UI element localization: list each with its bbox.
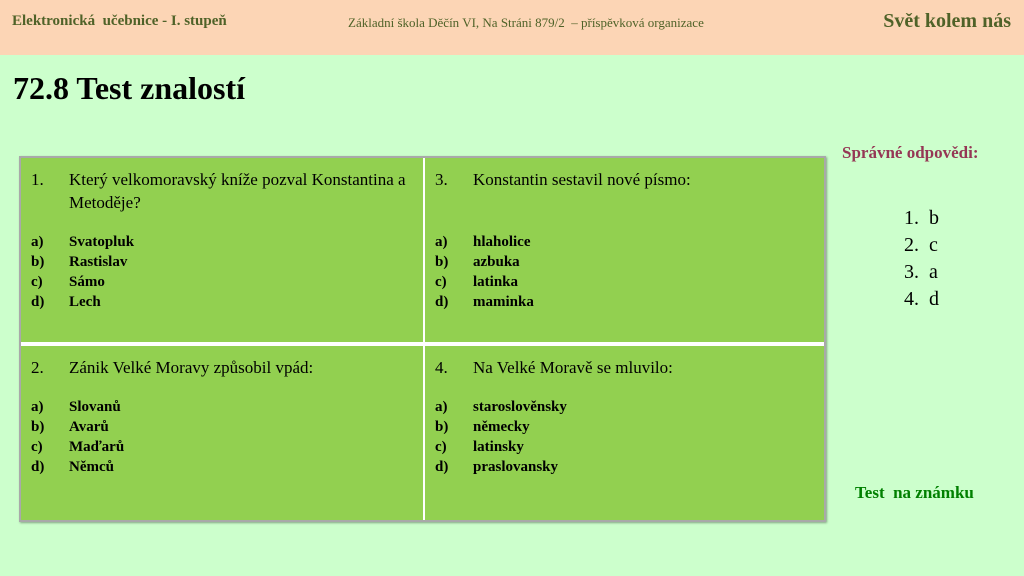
question-cell-2 [21, 346, 423, 520]
header-bar [0, 0, 1024, 55]
answer-letter: b) [31, 254, 45, 270]
table-divider-vertical [423, 158, 425, 520]
answer-letter: c) [31, 274, 43, 290]
answer-list [435, 232, 814, 312]
question-4 [435, 356, 814, 379]
answer-text: Lech [69, 294, 101, 310]
answer-letter: a) [31, 234, 44, 250]
answer-text: Maďarů [69, 439, 125, 455]
answer-text: Svatopluk [69, 234, 135, 250]
correct-answer-value: d [929, 288, 939, 310]
question-number: 4. [435, 358, 448, 377]
answer-text: azbuka [473, 254, 520, 270]
answer-text: Rastislav [69, 254, 128, 270]
question-1 [31, 168, 413, 214]
quiz-table [19, 156, 826, 522]
answer-text: latinka [473, 274, 519, 290]
correct-answer-item [904, 232, 939, 259]
page-title: 72.8 Test znalostí [13, 70, 246, 106]
table-divider-horizontal [21, 342, 824, 346]
answer-list [31, 397, 413, 477]
answer-option[interactable] [31, 457, 413, 477]
correct-answer-item [904, 286, 939, 313]
answer-text: hlaholice [473, 234, 531, 250]
question-number: 1. [31, 170, 44, 189]
answer-text: Avarů [69, 419, 109, 435]
correct-answer-value: a [929, 261, 938, 283]
answer-letter: d) [435, 294, 449, 310]
graded-test-link[interactable]: Test na známku [855, 483, 974, 502]
answer-text: německy [473, 419, 530, 435]
correct-answers-title: Správné odpovědi: [842, 143, 979, 162]
answer-letter: b) [435, 419, 449, 435]
answer-option[interactable] [31, 272, 413, 292]
answer-option[interactable] [435, 437, 814, 457]
question-text: Který velkomoravský kníže pozval Konstantina a Metoděje? [69, 170, 406, 212]
correct-answer-item [904, 259, 939, 286]
answer-letter: c) [435, 274, 447, 290]
answer-text: maminka [473, 294, 534, 310]
answer-letter: a) [31, 399, 44, 415]
correct-answer-number: 1. [904, 207, 919, 229]
correct-answer-number: 2. [904, 234, 919, 256]
question-cell-4 [425, 346, 824, 520]
question-2 [31, 356, 413, 379]
header-subject: Svět kolem nás [883, 10, 1011, 32]
answer-list [435, 397, 814, 477]
answer-option[interactable] [435, 457, 814, 477]
correct-answer-item [904, 205, 939, 232]
answer-text: Němců [69, 459, 114, 475]
answer-letter: d) [31, 294, 45, 310]
answer-option[interactable] [435, 417, 814, 437]
question-cell-3 [425, 158, 824, 342]
question-cell-1 [21, 158, 423, 342]
answer-letter: a) [435, 234, 448, 250]
answer-option[interactable] [31, 252, 413, 272]
answer-text: Sámo [69, 274, 105, 290]
question-text: Zánik Velké Moravy způsobil vpád: [69, 358, 314, 377]
answer-option[interactable] [435, 292, 814, 312]
answer-letter: b) [31, 419, 45, 435]
correct-answers-list [904, 205, 939, 313]
question-text: Konstantin sestavil nové písmo: [473, 170, 691, 189]
answer-letter: c) [31, 439, 43, 455]
answer-text: latinsky [473, 439, 524, 455]
answer-option[interactable] [31, 437, 413, 457]
correct-answer-value: b [929, 207, 939, 229]
answer-text: staroslověnsky [473, 399, 567, 415]
question-number: 2. [31, 358, 44, 377]
correct-answer-number: 3. [904, 261, 919, 283]
answer-option[interactable] [31, 232, 413, 252]
header-school-name: Základní škola Děčín VI, Na Stráni 879/2 – příspěvková organizace [348, 15, 704, 30]
answer-option[interactable] [31, 417, 413, 437]
answer-text: praslovansky [473, 459, 559, 475]
correct-answer-value: c [929, 234, 938, 256]
answer-letter: d) [435, 459, 449, 475]
question-text: Na Velké Moravě se mluvilo: [473, 358, 673, 377]
correct-answer-number: 4. [904, 288, 919, 310]
answer-option[interactable] [31, 397, 413, 417]
question-number: 3. [435, 170, 448, 189]
answer-option[interactable] [435, 252, 814, 272]
answer-option[interactable] [435, 397, 814, 417]
answer-text: Slovanů [69, 399, 121, 415]
answer-letter: d) [31, 459, 45, 475]
answer-letter: c) [435, 439, 447, 455]
answer-letter: b) [435, 254, 449, 270]
answer-list [31, 232, 413, 312]
answer-option[interactable] [31, 292, 413, 312]
question-3 [435, 168, 814, 191]
answer-option[interactable] [435, 272, 814, 292]
answer-letter: a) [435, 399, 448, 415]
header-textbook-title: Elektronická učebnice - I. stupeň [12, 13, 227, 29]
answer-option[interactable] [435, 232, 814, 252]
